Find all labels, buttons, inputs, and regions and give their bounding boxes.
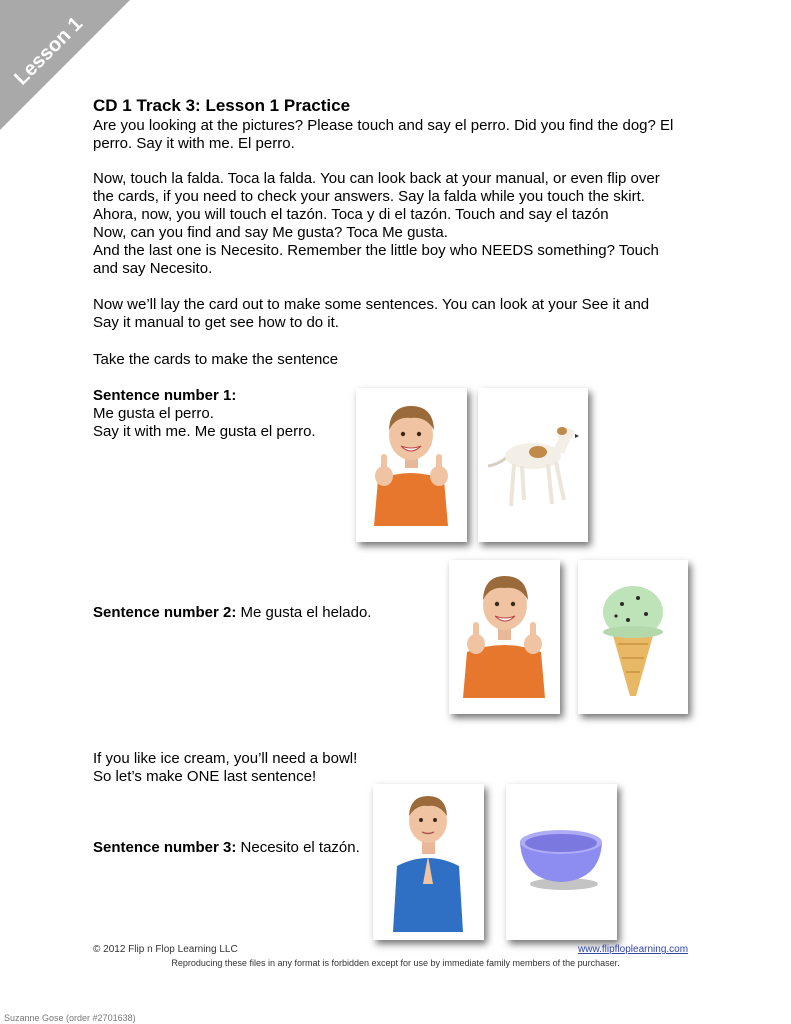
- copyright: © 2012 Flip n Flop Learning LLC: [93, 944, 238, 955]
- paragraph-line: perro. Say it with me. El perro.: [93, 135, 295, 152]
- bridge-line-1: If you like ice cream, you’ll need a bowl!: [93, 750, 358, 767]
- sentence-3-label: Sentence number 3:: [93, 839, 237, 856]
- thumbs-up-boy-card: [356, 388, 467, 542]
- sentence-2-text: Me gusta el helado.: [236, 604, 372, 621]
- paragraph-vocabulary: [93, 170, 713, 278]
- paragraph-line: Take the cards to make the sentence: [93, 351, 339, 368]
- dog-icon: [478, 388, 588, 542]
- bowl-icon: [506, 784, 617, 940]
- bowl-card: [506, 784, 617, 940]
- bridge-text: [93, 750, 357, 786]
- order-stamp: Suzanne Gose (order #2701638): [4, 1013, 136, 1023]
- sentence-1-line-1: Me gusta el perro.: [93, 405, 214, 422]
- paragraph-instruction: [93, 351, 713, 369]
- ice-cream-card: [578, 560, 688, 714]
- paragraph-line: Are you looking at the pictures? Please touch and say el perro. Did you find the dog? El: [93, 117, 674, 134]
- sentence-2-label: Sentence number 2:: [93, 604, 237, 621]
- paragraph-line: Now, touch la falda. Toca la falda. You can look back at your manual, or even flip over: [93, 170, 660, 187]
- paragraph-line: Now, can you find and say Me gusta? Toca Me gusta.: [93, 224, 448, 241]
- sentence-3-block: [93, 839, 360, 857]
- ice-cream-icon: [578, 560, 688, 714]
- paragraph-line: And the last one is Necesito. Remember the little boy who NEEDS something? Touch: [93, 242, 659, 259]
- paragraph-line: Ahora, now, you will touch el tazón. Toca y di el tazón. Touch and say el tazón: [93, 206, 609, 223]
- paragraph-line: Say it manual to get see how to do it.: [93, 314, 339, 331]
- page-title: CD 1 Track 3: Lesson 1 Practice: [93, 96, 351, 115]
- thumbs-up-boy-card: [449, 560, 560, 714]
- paragraph-line: and say Necesito.: [93, 260, 213, 277]
- sentence-1-line-2: Say it with me. Me gusta el perro.: [93, 423, 316, 440]
- sentence-3-text: Necesito el tazón.: [236, 839, 360, 856]
- sentence-1-label: Sentence number 1:: [93, 387, 237, 404]
- paragraph-intro: [93, 117, 713, 153]
- reproduction-notice: Reproducing these files in any format is forbidden except for use by immediate family members of the purchaser.: [171, 958, 620, 968]
- dog-card: [478, 388, 588, 542]
- paragraph-line: the cards, if you need to check your answers. Say la falda while you touch the skirt.: [93, 188, 645, 205]
- lesson-tab-label: Lesson 1: [10, 12, 88, 90]
- praying-boy-card: [373, 784, 484, 940]
- sentence-1-block: [93, 387, 316, 441]
- sentence-2-block: [93, 604, 371, 622]
- bridge-line-2: So let’s make ONE last sentence!: [93, 768, 317, 785]
- paragraph-line: Now we’ll lay the card out to make some sentences. You can look at your See it and: [93, 296, 650, 313]
- boy-pleading-icon: [373, 784, 484, 940]
- boy-thumbs-up-icon: [356, 388, 467, 542]
- website-link[interactable]: www.flipfloplearning.com: [578, 944, 689, 955]
- boy-thumbs-up-icon: [449, 560, 560, 714]
- paragraph-sentences: [93, 296, 713, 332]
